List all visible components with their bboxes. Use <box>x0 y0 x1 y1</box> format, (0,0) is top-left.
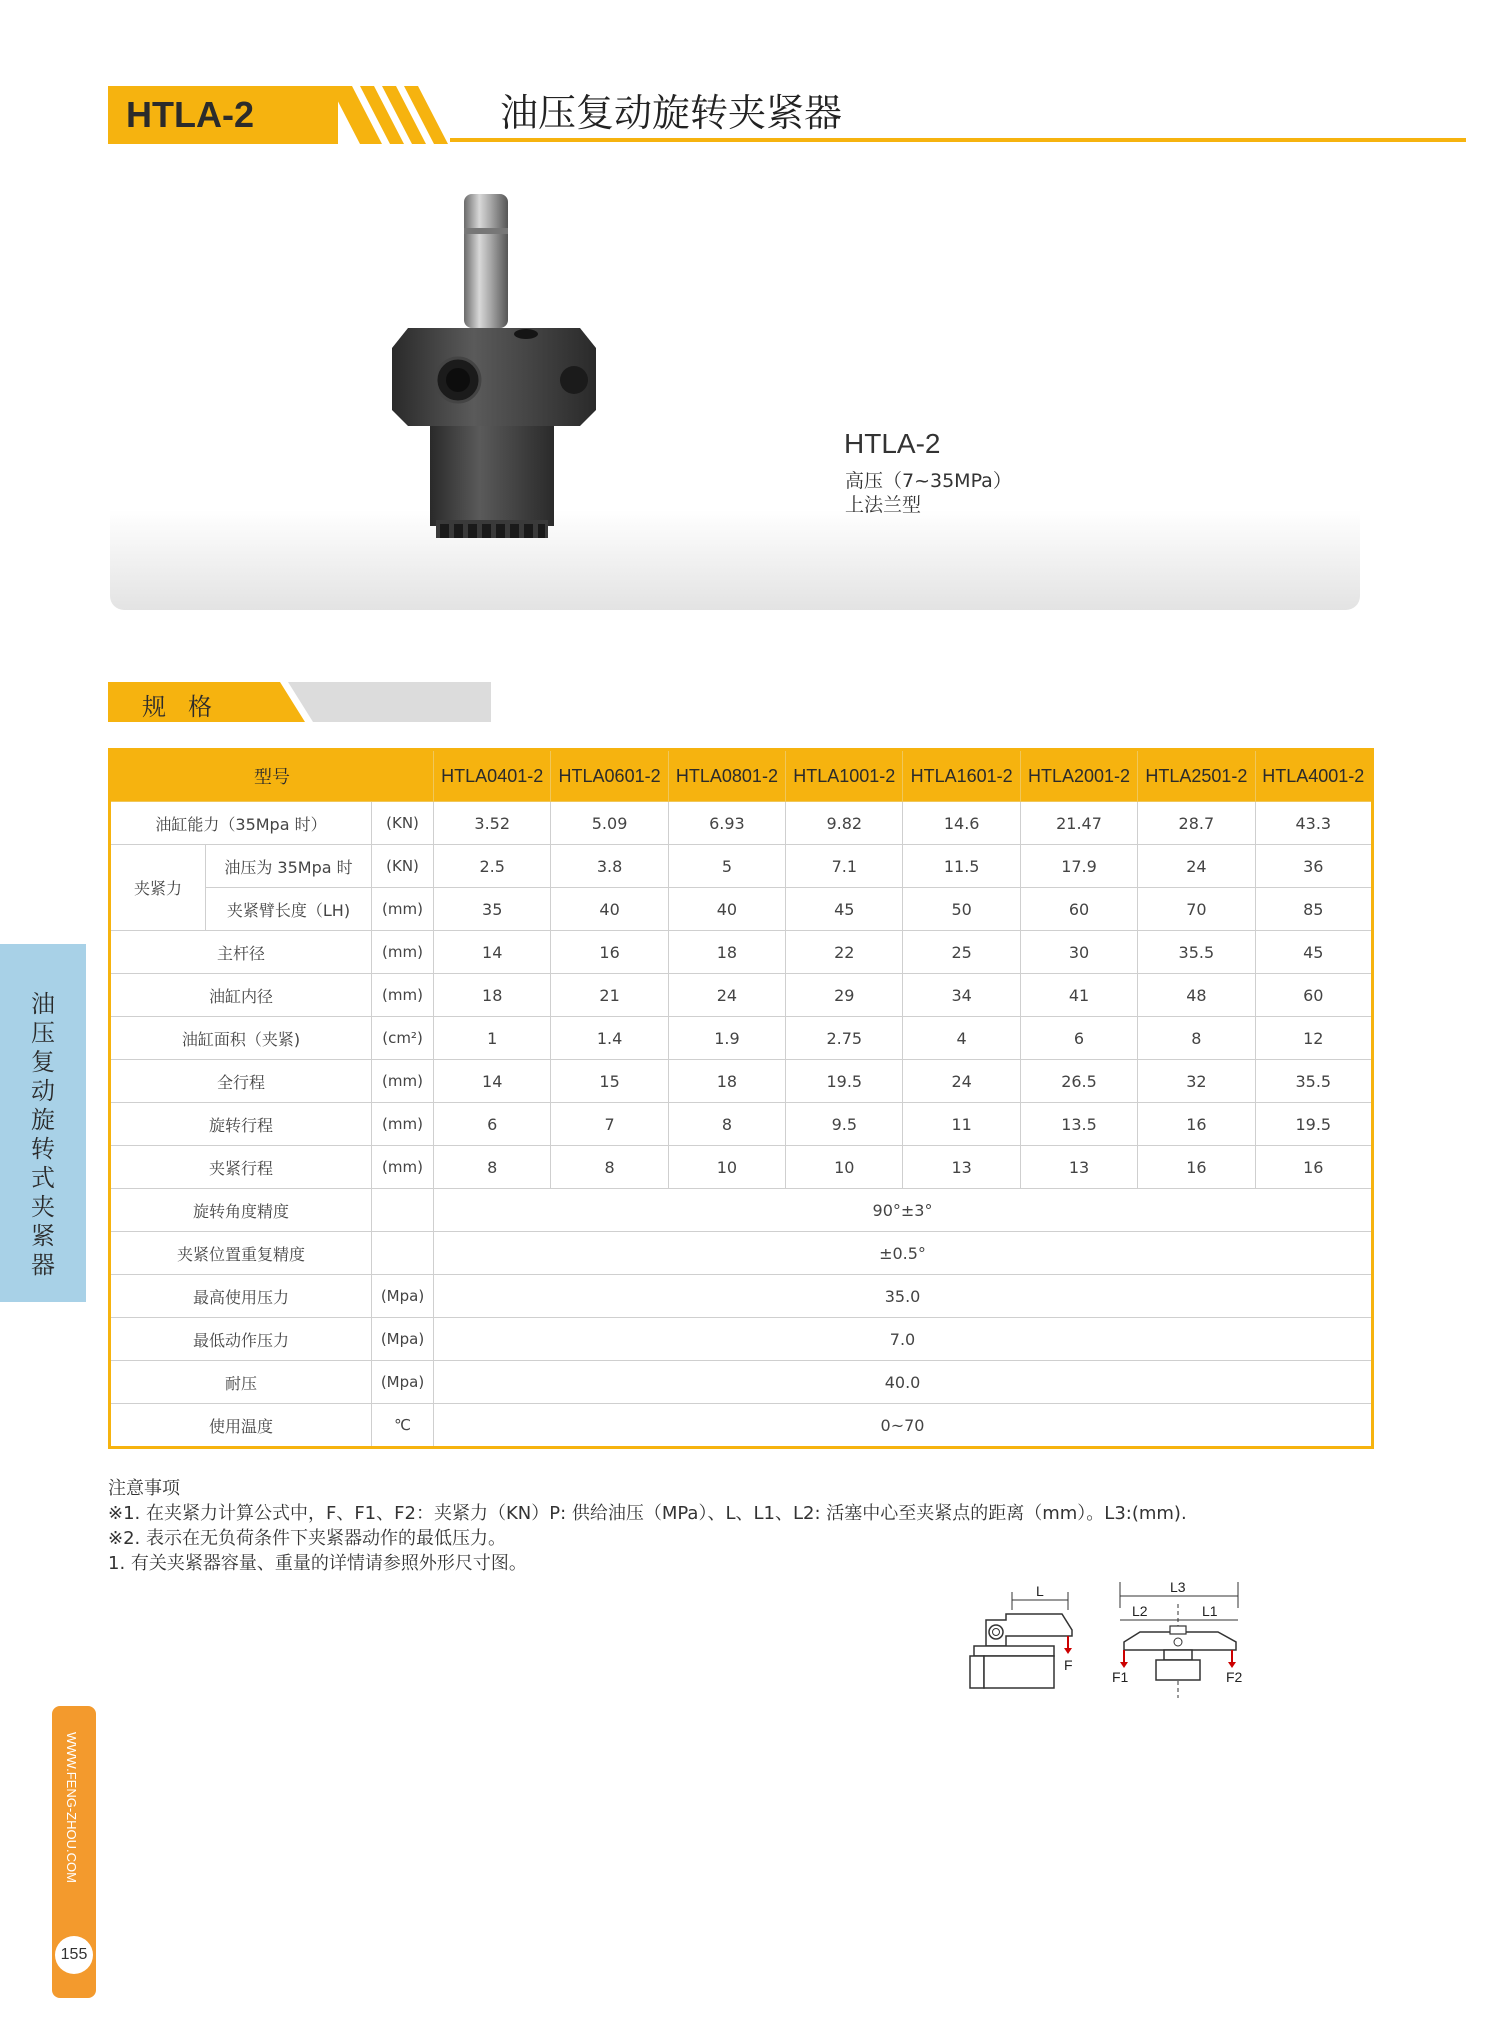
clamp-force-diagram-single <box>966 1586 1082 1710</box>
table-cell: 8 <box>551 1146 668 1189</box>
clamp-force-diagram-double <box>1110 1578 1250 1710</box>
table-row <box>110 1232 1373 1275</box>
label-F: F <box>1064 1657 1073 1673</box>
row-label: 油缸面积（夹紧) <box>110 1017 372 1060</box>
table-row <box>110 1275 1373 1318</box>
table-cell: 70 <box>1138 888 1255 931</box>
model-header: HTLA2001-2 <box>1020 750 1137 802</box>
table-row <box>110 1060 1373 1103</box>
model-header: HTLA0601-2 <box>551 750 668 802</box>
table-cell: 60 <box>1255 974 1372 1017</box>
header-model: HTLA-2 <box>126 94 254 135</box>
page-title: 油压复动旋转夹紧器 <box>500 91 843 135</box>
row-unit: (cm²) <box>372 1017 434 1060</box>
table-cell: 45 <box>786 888 903 931</box>
table-row <box>110 1103 1373 1146</box>
row-label: 旋转行程 <box>110 1103 372 1146</box>
table-cell: 24 <box>1138 845 1255 888</box>
table-cell: 13 <box>1020 1146 1137 1189</box>
row-label: 夹紧行程 <box>110 1146 372 1189</box>
row-unit: (Mpa) <box>372 1318 434 1361</box>
table-cell: 35.5 <box>1255 1060 1372 1103</box>
side-category-text: 油压复动旋转式夹紧器 <box>31 990 55 1279</box>
table-cell: 41 <box>1020 974 1137 1017</box>
table-cell: 40 <box>668 888 785 931</box>
table-cell: 16 <box>1255 1146 1372 1189</box>
product-flange-type: 上法兰型 <box>845 494 922 516</box>
table-cell: 18 <box>434 974 551 1017</box>
table-cell: 18 <box>668 931 785 974</box>
table-cell: 50 <box>903 888 1020 931</box>
table-cell: 12 <box>1255 1017 1372 1060</box>
table-cell: 19.5 <box>1255 1103 1372 1146</box>
row-label: 油缸内径 <box>110 974 372 1017</box>
table-cell: 8 <box>1138 1017 1255 1060</box>
table-cell: 16 <box>1138 1103 1255 1146</box>
notes-title: 注意事项 <box>108 1478 180 1499</box>
table-cell: 16 <box>1138 1146 1255 1189</box>
row-unit: (Mpa) <box>372 1361 434 1404</box>
model-header: HTLA4001-2 <box>1255 750 1372 802</box>
table-cell: 13 <box>903 1146 1020 1189</box>
table-cell: 45 <box>1255 931 1372 974</box>
table-row <box>110 1017 1373 1060</box>
row-unit: (KN) <box>372 802 434 845</box>
table-row <box>110 1146 1373 1189</box>
table-cell: 21.47 <box>1020 802 1137 845</box>
row-label: 夹紧位置重复精度 <box>110 1232 372 1275</box>
table-cell: 85 <box>1255 888 1372 931</box>
model-header: HTLA0801-2 <box>668 750 785 802</box>
table-cell: 6 <box>434 1103 551 1146</box>
table-cell: 15 <box>551 1060 668 1103</box>
table-cell: 2.75 <box>786 1017 903 1060</box>
table-header-label: 型号 <box>110 750 434 802</box>
table-row <box>110 1361 1373 1404</box>
table-cell: 5.09 <box>551 802 668 845</box>
table-cell: 40 <box>551 888 668 931</box>
row-unit: (mm) <box>372 1103 434 1146</box>
table-cell: 60 <box>1020 888 1137 931</box>
table-cell: 32 <box>1138 1060 1255 1103</box>
product-model: HTLA-2 <box>844 428 941 459</box>
table-cell: 22 <box>786 931 903 974</box>
note-line: ※1. 在夹紧力计算公式中，F、F1、F2：夹紧力（KN）P: 供给油压（MPa）、L、L1、L2: 活塞中心至夹紧点的距离（mm）。L3:(mm). <box>108 1503 1187 1524</box>
table-cell: 7 <box>551 1103 668 1146</box>
row-label: 主杆径 <box>110 931 372 974</box>
row-unit <box>372 1232 434 1275</box>
table-cell: 6.93 <box>668 802 785 845</box>
table-cell: 5 <box>668 845 785 888</box>
row-label: 旋转角度精度 <box>110 1189 372 1232</box>
table-cell: 35.5 <box>1138 931 1255 974</box>
table-cell: 11 <box>903 1103 1020 1146</box>
table-cell: 35 <box>434 888 551 931</box>
row-label: 最高使用压力 <box>110 1275 372 1318</box>
table-cell: 3.52 <box>434 802 551 845</box>
table-cell: 1.4 <box>551 1017 668 1060</box>
table-cell: 13.5 <box>1020 1103 1137 1146</box>
row-label: 耐压 <box>110 1361 372 1404</box>
table-cell: 30 <box>1020 931 1137 974</box>
row-label: 最低动作压力 <box>110 1318 372 1361</box>
table-cell: 36 <box>1255 845 1372 888</box>
row-unit <box>372 1189 434 1232</box>
table-cell: 9.82 <box>786 802 903 845</box>
table-cell-merged: 40.0 <box>434 1361 1373 1404</box>
row-label: 使用温度 <box>110 1404 372 1448</box>
row-label: 油缸能力（35Mpa 时） <box>110 802 372 845</box>
label-L3: L3 <box>1170 1579 1186 1595</box>
table-cell: 11.5 <box>903 845 1020 888</box>
model-header: HTLA1001-2 <box>786 750 903 802</box>
label-L1: L1 <box>1202 1603 1218 1619</box>
header-stripes <box>330 86 450 144</box>
table-row <box>110 974 1373 1017</box>
table-row <box>110 1189 1373 1232</box>
table-cell: 8 <box>668 1103 785 1146</box>
table-cell: 2.5 <box>434 845 551 888</box>
row-unit: ℃ <box>372 1404 434 1448</box>
table-row <box>110 931 1373 974</box>
website-url <box>55 1730 91 1910</box>
table-cell: 26.5 <box>1020 1060 1137 1103</box>
table-cell: 4 <box>903 1017 1020 1060</box>
table-header-row <box>110 750 1373 802</box>
table-row <box>110 845 1373 888</box>
table-row <box>110 1404 1373 1448</box>
table-cell: 17.9 <box>1020 845 1137 888</box>
table-cell: 10 <box>786 1146 903 1189</box>
header-rule <box>450 138 1466 142</box>
table-cell: 8 <box>434 1146 551 1189</box>
table-cell: 14 <box>434 931 551 974</box>
svg-text:WWW.FENG-ZHOU.COM: WWW.FENG-ZHOU.COM <box>64 1732 79 1883</box>
note-line: ※2. 表示在无负荷条件下夹紧器动作的最低压力。 <box>108 1528 506 1549</box>
table-cell-merged: ±0.5° <box>434 1232 1373 1275</box>
table-cell: 7.1 <box>786 845 903 888</box>
row-unit: (mm) <box>372 888 434 931</box>
table-row <box>110 802 1373 845</box>
label-F1: F1 <box>1112 1669 1129 1685</box>
row-unit: (mm) <box>372 1146 434 1189</box>
table-cell: 6 <box>1020 1017 1137 1060</box>
table-cell-merged: 90°±3° <box>434 1189 1373 1232</box>
model-header: HTLA1601-2 <box>903 750 1020 802</box>
table-cell: 14.6 <box>903 802 1020 845</box>
table-cell-merged: 0~70 <box>434 1404 1373 1448</box>
table-cell: 10 <box>668 1146 785 1189</box>
table-cell: 3.8 <box>551 845 668 888</box>
table-cell-merged: 7.0 <box>434 1318 1373 1361</box>
table-row <box>110 1318 1373 1361</box>
table-row <box>110 888 1373 931</box>
note-line: 1. 有关夹紧器容量、重量的详情请参照外形尺寸图。 <box>108 1553 527 1574</box>
table-cell: 16 <box>551 931 668 974</box>
table-cell: 19.5 <box>786 1060 903 1103</box>
row-unit: (mm) <box>372 1060 434 1103</box>
spec-section-label: 规格 <box>142 693 234 721</box>
row-label: 夹紧臂长度（LH) <box>206 888 372 931</box>
table-cell: 24 <box>668 974 785 1017</box>
table-cell: 21 <box>551 974 668 1017</box>
table-cell: 34 <box>903 974 1020 1017</box>
table-cell: 48 <box>1138 974 1255 1017</box>
label-L2: L2 <box>1132 1603 1148 1619</box>
product-image <box>380 180 620 560</box>
row-label: 油压为 35Mpa 时 <box>206 845 372 888</box>
notes-block <box>108 1476 1187 1576</box>
row-label: 全行程 <box>110 1060 372 1103</box>
label-F2: F2 <box>1226 1669 1243 1685</box>
page-number: 155 <box>60 1946 88 1963</box>
table-cell: 25 <box>903 931 1020 974</box>
table-cell: 24 <box>903 1060 1020 1103</box>
product-panel <box>110 510 1360 610</box>
model-header: HTLA0401-2 <box>434 750 551 802</box>
row-unit: (mm) <box>372 974 434 1017</box>
table-cell: 1.9 <box>668 1017 785 1060</box>
row-unit: (KN) <box>372 845 434 888</box>
table-cell: 43.3 <box>1255 802 1372 845</box>
row-unit: (mm) <box>372 931 434 974</box>
table-cell: 29 <box>786 974 903 1017</box>
spec-table <box>108 748 1374 1449</box>
table-cell: 9.5 <box>786 1103 903 1146</box>
table-cell: 28.7 <box>1138 802 1255 845</box>
model-header: HTLA2501-2 <box>1138 750 1255 802</box>
row-unit: (Mpa) <box>372 1275 434 1318</box>
table-cell: 14 <box>434 1060 551 1103</box>
table-cell: 18 <box>668 1060 785 1103</box>
clamp-group-label: 夹紧力 <box>110 845 206 931</box>
product-pressure: 高压（7~35MPa） <box>845 470 1012 492</box>
table-cell-merged: 35.0 <box>434 1275 1373 1318</box>
table-cell: 1 <box>434 1017 551 1060</box>
label-L: L <box>1036 1586 1044 1599</box>
